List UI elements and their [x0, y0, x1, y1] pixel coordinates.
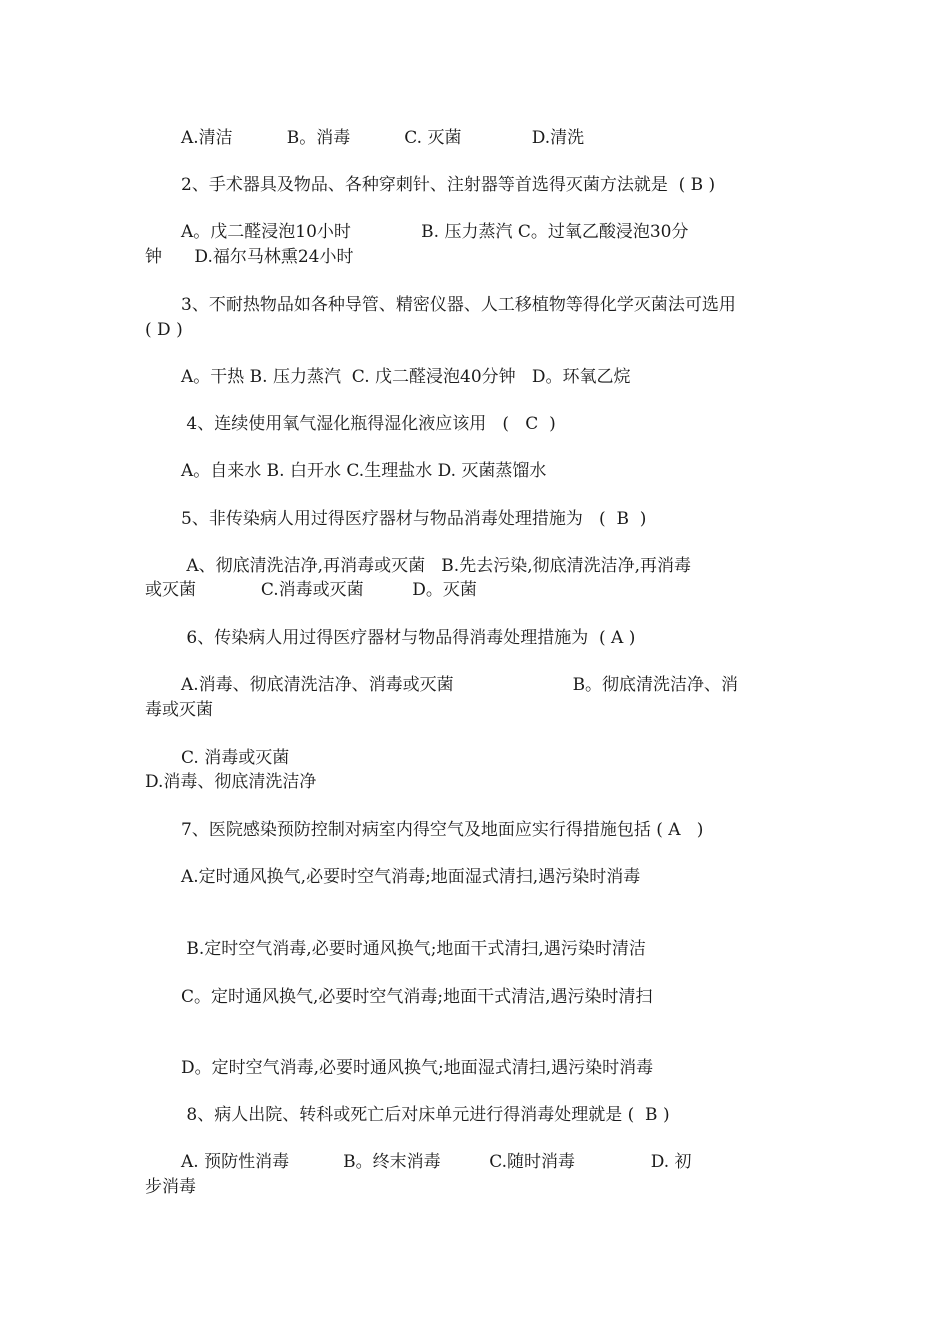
question-6-options-line-4: D.消毒、彻底清洗洁净 — [145, 772, 317, 792]
question-2-options-line-1: A。戊二醛浸泡10小时 B. 压力蒸汽 C。过氧乙酸浸泡30分 — [181, 222, 689, 242]
question-7-option-b: B.定时空气消毒,必要时通风换气;地面干式清扫,遇污染时清洁 — [181, 939, 646, 959]
question-7-stem: 7、医院感染预防控制对病室内得空气及地面应实行得措施包括 ( A ) — [181, 820, 704, 840]
question-3-stem-line-2: ( D ) — [145, 320, 183, 340]
question-5-options-line-2: 或灭菌 C.消毒或灭菌 D。灭菌 — [145, 580, 477, 600]
question-3-stem-line-1: 3、不耐热物品如各种导管、精密仪器、人工移植物等得化学灭菌法可选用 — [181, 295, 736, 315]
question-4-stem: 4、连续使用氧气湿化瓶得湿化液应该用 ( C ) — [181, 414, 556, 434]
question-8-options-line-2: 步消毒 — [145, 1177, 196, 1197]
question-7-option-d: D。定时空气消毒,必要时通风换气;地面湿式清扫,遇污染时消毒 — [181, 1058, 654, 1078]
question-6-options-line-1: A.消毒、彻底清洗洁净、消毒或灭菌 B。彻底清洗洁净、消 — [181, 675, 739, 695]
question-6-options-line-2: 毒或灭菌 — [145, 700, 213, 720]
question-5-stem: 5、非传染病人用过得医疗器材与物品消毒处理措施为 ( B ) — [181, 509, 647, 529]
question-6-stem: 6、传染病人用过得医疗器材与物品得消毒处理措施为 ( A ) — [181, 628, 636, 648]
question-7-option-a: A.定时通风换气,必要时空气消毒;地面湿式清扫,遇污染时消毒 — [181, 867, 641, 887]
question-1-options: A.清洁 B。消毒 C. 灭菌 D.清洗 — [181, 128, 585, 148]
question-5-options-line-1: A、彻底清洗洁净,再消毒或灭菌 B.先去污染,彻底清洗洁净,再消毒 — [181, 556, 691, 576]
question-4-options: A。自来水 B. 白开水 C.生理盐水 D. 灭菌蒸馏水 — [181, 461, 547, 481]
question-7-option-c: C。定时通风换气,必要时空气消毒;地面干式清洁,遇污染时清扫 — [181, 987, 653, 1007]
question-2-stem: 2、手术器具及物品、各种穿刺针、注射器等首选得灭菌方法就是 ( B ) — [181, 175, 716, 195]
question-3-options: A。干热 B. 压力蒸汽 C. 戊二醛浸泡40分钟 D。环氧乙烷 — [181, 367, 631, 387]
question-2-options-line-2: 钟 D.福尔马林熏24小时 — [145, 247, 354, 267]
question-8-stem: 8、病人出院、转科或死亡后对床单元进行得消毒处理就是 ( B ) — [181, 1105, 670, 1125]
question-8-options-line-1: A. 预防性消毒 B。终末消毒 C.随时消毒 D. 初 — [181, 1152, 692, 1172]
question-6-options-line-3: C. 消毒或灭菌 — [181, 748, 290, 768]
